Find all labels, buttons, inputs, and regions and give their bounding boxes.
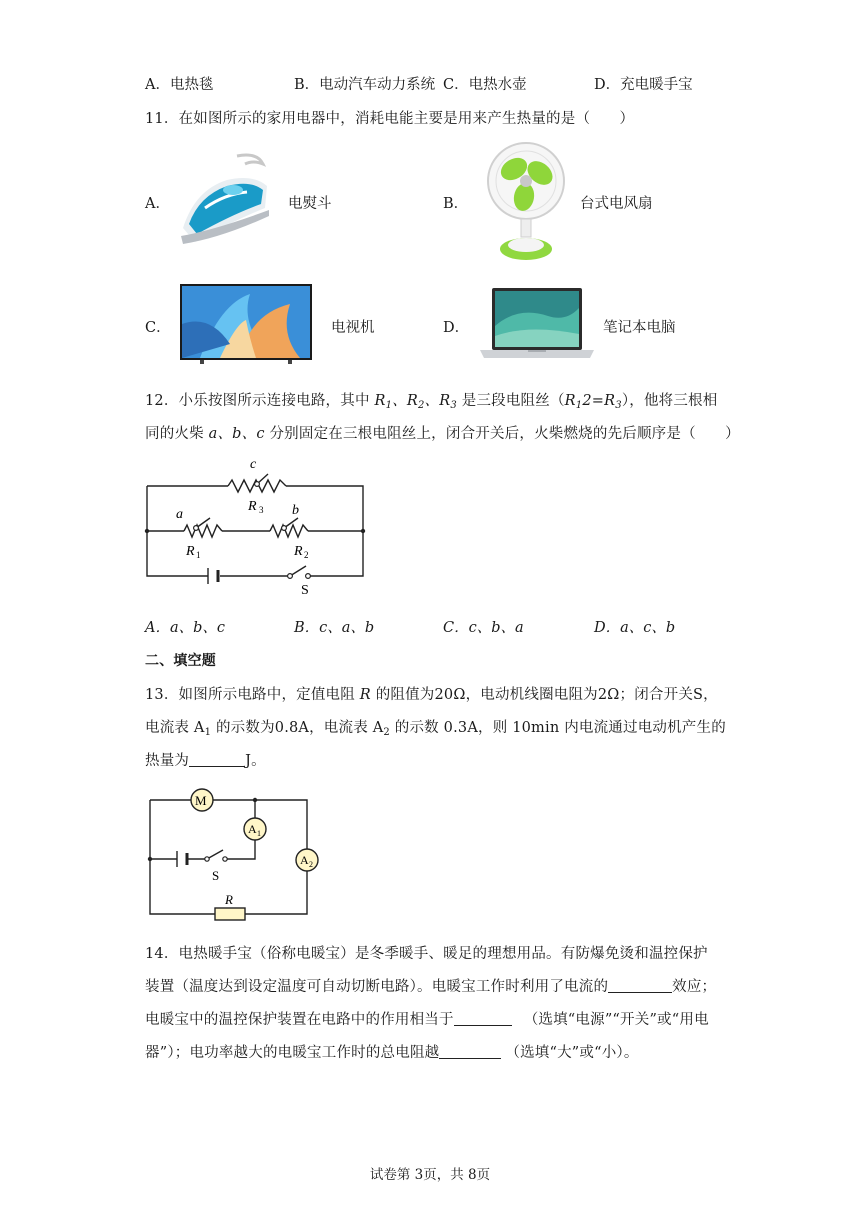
ammeter-a1-sub: 1: [257, 829, 261, 838]
label-s: S: [301, 583, 309, 598]
q14-line4: [145, 1041, 639, 1062]
ammeter-a2-label: A: [300, 853, 309, 867]
q13-line3-post: J。: [245, 753, 266, 769]
q13-line1: 13．如图所示电路中，定值电阻 R 的阻值为20Ω，电动机线圈电阻为2Ω；闭合开关S，: [145, 687, 718, 703]
tv-image: [180, 284, 312, 368]
q14-blank-3[interactable]: [439, 1045, 501, 1059]
iron-image: [175, 150, 275, 252]
q11-option-d-letter: D．: [443, 320, 470, 336]
q13-line3-pre: 热量为: [145, 753, 190, 769]
q11-stem: 11．在如图所示的家用电器中，消耗电能主要是用来产生热量的是（ ）: [145, 111, 635, 127]
label-b: b: [292, 503, 299, 518]
q12-line2-pre: 同的火柴: [145, 426, 209, 442]
q13-circuit-diagram: [143, 786, 325, 926]
label-c: c: [250, 457, 257, 472]
q12-relation: $R_12=R_3$: [564, 393, 622, 411]
page-footer: 试卷第 3页，共 8页: [369, 1167, 491, 1183]
q13-line2: 电流表 $A_1$ 的示数为0.8A，电流表 $A_2$ 的示数 0.3A，则 10min 内电流通过电动机产生的: [145, 720, 726, 738]
label-r2: R: [294, 544, 303, 559]
label-r2-sub: 2: [304, 550, 309, 560]
label-r1: R: [186, 544, 195, 559]
q10-option-b: B．电动汽车动力系统: [294, 77, 436, 93]
section-title: 二、填空题: [145, 653, 216, 669]
q12-matches: a、b、c: [208, 426, 265, 442]
q14-blank-1[interactable]: [608, 979, 672, 993]
motor-label: M: [195, 793, 207, 808]
q12-option-c: C．c、b、a: [443, 620, 524, 636]
ammeter-a2-sub: 2: [309, 860, 313, 869]
q14-line3: [145, 1008, 709, 1029]
q14-blank-2[interactable]: [454, 1012, 512, 1026]
q12-resistors: $R_1$、$R_2$、$R_3$: [374, 393, 457, 411]
q13-answer-blank[interactable]: [189, 753, 245, 767]
q11-option-a-label: 电熨斗: [288, 196, 332, 212]
resistor-label: R: [225, 892, 233, 907]
q12-stem-line2: [145, 422, 740, 443]
q11-option-a-letter: A．: [145, 196, 170, 212]
q10-option-a: A．电热毯: [145, 77, 214, 93]
label-a: a: [176, 507, 183, 522]
q14-line4-post: （选填“大”或“小）。: [505, 1045, 639, 1061]
label-r3: R: [248, 499, 257, 514]
label-r3-sub: 3: [259, 505, 264, 515]
q14-line4-pre: 器”）；电功率越大的电暖宝工作时的总电阻越: [145, 1045, 440, 1061]
q14-line2: [145, 975, 716, 996]
q12-option-b: B．c、a、b: [294, 620, 375, 636]
q11-option-b-letter: B．: [443, 196, 469, 212]
q12-stem-line1: [145, 389, 717, 411]
ammeter-a1-label: A: [248, 822, 257, 836]
laptop-image: [478, 286, 596, 366]
q12-line1-mid: 是三段电阻丝（: [456, 393, 565, 409]
q11-option-d-label: 笔记本电脑: [603, 320, 676, 336]
q10-option-d: D．充电暖手宝: [594, 77, 693, 93]
q12-line2-post: 分别固定在三根电阻丝上，闭合开关后，火柴燃烧的先后顺序是（ ）: [264, 426, 740, 442]
q10-option-c: C．电热水壶: [443, 77, 527, 93]
q14-line3-pre: 电暖宝中的温控保护装置在电路中的作用相当于: [145, 1012, 454, 1028]
q12-circuit-diagram: [140, 454, 376, 604]
q14-line1: 14．电热暖手宝（俗称电暖宝）是冬季暖手、暖足的理想用品。有防爆免烫和温控保护: [145, 946, 708, 962]
switch-label: S: [212, 868, 220, 883]
q11-option-c-label: 电视机: [331, 320, 375, 336]
q12-line1-post: ），他将三根相: [621, 393, 718, 409]
q14-line3-post: （选填“电源”“开关”或“用电: [523, 1012, 709, 1028]
q14-line2-pre: 装置（温度达到设定温度可自动切断电路）。电暖宝工作时利用了电流的: [145, 979, 609, 995]
q12-option-d: D．a、c、b: [594, 620, 676, 636]
fan-image: [486, 139, 566, 267]
q14-line2-post: 效应；: [672, 979, 717, 995]
q12-option-a: A．a、b、c: [145, 620, 226, 636]
q13-line3: [145, 749, 266, 770]
q11-option-b-label: 台式电风扇: [580, 196, 653, 212]
q12-line1-pre: 12．小乐按图所示连接电路，其中: [145, 393, 375, 409]
q11-option-c-letter: C．: [145, 320, 171, 336]
label-r1-sub: 1: [196, 550, 201, 560]
